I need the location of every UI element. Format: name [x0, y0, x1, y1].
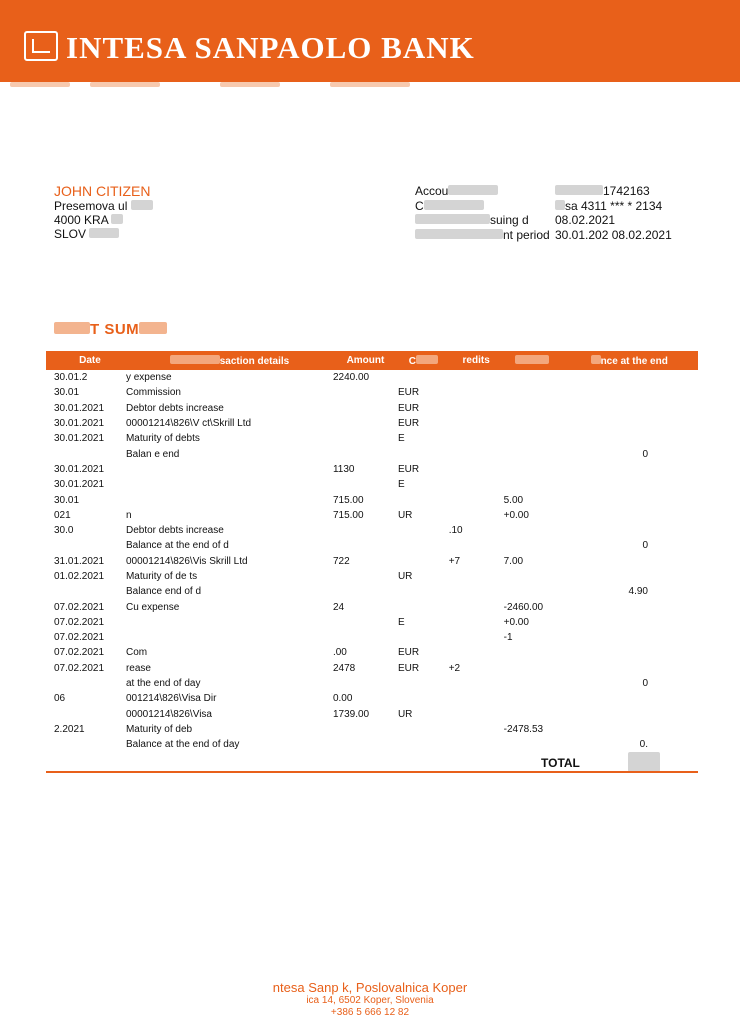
cell-balance — [560, 385, 698, 400]
cell-credits: +2 — [448, 662, 461, 674]
cell-details: Com — [125, 647, 148, 659]
table-row — [46, 661, 698, 676]
cell-details: Maturity of debts — [125, 433, 200, 445]
table-row — [46, 630, 698, 645]
cell-debits — [504, 661, 561, 676]
cell-amount — [333, 722, 398, 737]
cell-date: 01.02.2021 — [54, 571, 105, 582]
cell-date: 07.02.2021 — [54, 601, 105, 613]
cell-debits — [504, 737, 561, 752]
cell-balance — [560, 707, 698, 722]
cell-balance — [560, 661, 698, 676]
cell-date: 30.0 — [54, 525, 74, 537]
cell-amount: 715.00 — [332, 494, 364, 506]
cell-amount — [333, 401, 398, 416]
col-balance: nce at the end — [560, 351, 698, 370]
cell-currency — [398, 599, 449, 614]
cell-currency: EUR — [397, 647, 420, 659]
cell-balance — [560, 523, 698, 538]
cell-credits — [449, 431, 504, 446]
account-summary-title: T SUM — [54, 321, 167, 338]
footer-address: ica 14, 6502 Koper, Slovenia — [306, 995, 434, 1006]
cell-credits — [449, 538, 504, 553]
cell-amount: 722 — [332, 555, 350, 567]
cell-debits — [504, 477, 561, 492]
cell-amount — [333, 630, 398, 645]
table-row — [46, 416, 698, 431]
cell-currency — [398, 492, 449, 507]
cell-date — [46, 707, 126, 722]
cell-debits: -1 — [503, 632, 513, 644]
cell-date: 07.02.2021 — [54, 662, 105, 674]
cell-amount — [333, 385, 398, 400]
cell-currency — [398, 446, 449, 461]
cell-date: 30.01.2021 — [54, 402, 105, 414]
cell-credits — [449, 401, 504, 416]
table-row — [46, 538, 698, 553]
period-label: nt period — [503, 227, 550, 242]
cell-credits — [449, 707, 504, 722]
cell-details: at the end of day — [125, 678, 201, 690]
cell-balance — [560, 615, 698, 630]
cell-debits — [504, 538, 561, 553]
cell-balance: 0 — [642, 540, 648, 552]
cell-amount: 2240.00 — [332, 372, 370, 384]
cell-currency: E — [397, 433, 405, 445]
cell-amount — [333, 446, 398, 461]
cell-debits: 5.00 — [503, 494, 524, 506]
cell-credits — [449, 462, 504, 477]
cell-date: 30.01.2021 — [54, 463, 105, 475]
cell-credits — [449, 492, 504, 507]
cell-debits — [504, 401, 561, 416]
cell-amount: 1130 — [332, 463, 355, 475]
cell-balance — [560, 492, 698, 507]
customer-address-line3: SLOV — [54, 227, 153, 241]
cell-balance — [560, 508, 698, 523]
cell-details: Commission — [125, 387, 181, 399]
cell-currency: EUR — [397, 402, 420, 414]
cell-balance: 0 — [642, 448, 648, 460]
bank-logo-icon — [24, 31, 58, 61]
bank-name: INTESA SANPAOLO BANK — [66, 30, 475, 65]
cell-details — [126, 462, 333, 477]
cell-amount: 24 — [332, 601, 345, 613]
cell-credits — [449, 599, 504, 614]
cell-details: 00001214\826\Visa — [125, 708, 212, 720]
col-debits — [504, 351, 561, 370]
cell-details: 001214\826\Visa Dir — [125, 693, 217, 705]
cell-amount — [333, 538, 398, 553]
cell-balance — [560, 401, 698, 416]
cell-credits — [449, 569, 504, 584]
cell-date: 30.01.2021 — [54, 479, 105, 491]
cell-date — [46, 676, 126, 691]
cell-amount: 0.00 — [332, 693, 353, 705]
cell-amount — [333, 584, 398, 599]
customer-address-line2: 4000 KRA — [54, 213, 153, 227]
cell-currency — [398, 676, 449, 691]
table-row — [46, 645, 698, 660]
cell-currency — [398, 538, 449, 553]
cell-details: Balance at the end of d — [125, 540, 229, 552]
cell-amount — [333, 569, 398, 584]
cell-debits — [504, 676, 561, 691]
cell-balance — [560, 477, 698, 492]
cell-balance — [560, 416, 698, 431]
cell-balance: 4.90 — [628, 586, 648, 598]
table-row — [46, 446, 698, 461]
table-row — [46, 523, 698, 538]
cell-currency — [398, 691, 449, 706]
cell-amount — [333, 523, 398, 538]
cell-debits — [504, 691, 561, 706]
cell-currency — [398, 630, 449, 645]
cell-balance — [560, 569, 698, 584]
account-value: 1742163 — [603, 184, 650, 198]
cell-details: Balance at the end of day — [125, 739, 240, 751]
cell-amount: 1739.00 — [332, 708, 370, 720]
table-row — [46, 722, 698, 737]
cell-currency: UR — [397, 509, 413, 521]
cell-debits — [504, 645, 561, 660]
cell-currency: EUR — [397, 418, 420, 430]
cell-currency — [398, 737, 449, 752]
cell-balance — [560, 722, 698, 737]
cell-debits — [504, 431, 561, 446]
cell-amount: .00 — [332, 647, 347, 659]
cell-date: 07.02.2021 — [54, 616, 105, 628]
cell-debits: 7.00 — [503, 555, 524, 567]
cell-amount — [333, 416, 398, 431]
cell-credits: .10 — [448, 525, 463, 537]
cell-amount — [333, 676, 398, 691]
cell-details — [126, 492, 333, 507]
footer-phone: +386 5 666 12 82 — [330, 1007, 410, 1018]
cell-credits — [449, 385, 504, 400]
cell-date: 30.01.2021 — [54, 433, 105, 445]
cell-date: 06 — [54, 693, 66, 705]
card-value: sa 4311 *** * 2134 — [565, 198, 663, 213]
cell-debits — [504, 416, 561, 431]
table-row — [46, 569, 698, 584]
cell-debits — [504, 523, 561, 538]
cell-credits — [449, 691, 504, 706]
cell-amount — [333, 737, 398, 752]
cell-currency: EUR — [397, 662, 420, 674]
cell-balance — [560, 630, 698, 645]
cell-balance — [560, 431, 698, 446]
cell-currency: E — [397, 616, 405, 628]
cell-amount — [333, 615, 398, 630]
issuing-value: 08.02.2021 — [555, 213, 616, 227]
cell-balance — [560, 691, 698, 706]
cell-debits: -2460.00 — [503, 601, 544, 613]
cell-credits — [449, 584, 504, 599]
account-info — [415, 184, 672, 242]
cell-details: y expense — [125, 372, 172, 384]
cell-currency: EUR — [397, 387, 420, 399]
customer-address-line1: Presemova ul — [54, 199, 153, 213]
cell-date — [46, 538, 126, 553]
cell-credits — [449, 477, 504, 492]
cell-amount: 2478 — [332, 662, 356, 674]
cell-details: Balan e end — [125, 448, 180, 460]
cell-balance — [560, 599, 698, 614]
table-row — [46, 492, 698, 507]
customer-name: JOHN CITIZEN — [54, 183, 151, 199]
table-row — [46, 385, 698, 400]
cell-debits: +0.00 — [503, 616, 529, 628]
col-currency: C — [398, 351, 449, 370]
cell-date: 021 — [54, 509, 71, 521]
cell-details — [126, 630, 333, 645]
cell-balance — [560, 462, 698, 477]
cell-currency: EUR — [397, 463, 420, 475]
table-row — [46, 508, 698, 523]
cell-credits — [449, 370, 504, 385]
cell-balance — [560, 554, 698, 569]
cell-currency: UR — [397, 571, 413, 582]
cell-balance: 0 — [642, 678, 648, 690]
table-row — [46, 477, 698, 492]
cell-credits — [449, 446, 504, 461]
bank-header — [0, 0, 740, 82]
col-details: saction details — [126, 351, 333, 370]
total-label: TOTAL — [541, 756, 580, 770]
total-value-redacted — [628, 752, 660, 772]
cell-details — [126, 477, 333, 492]
table-row — [46, 707, 698, 722]
cell-date: 30.01.2 — [54, 372, 88, 384]
cell-debits — [504, 446, 561, 461]
period-value: 30.01.202 08.02.2021 — [555, 227, 672, 242]
cell-details: 00001214\826\Vis Skrill Ltd — [125, 555, 248, 567]
cell-date: 07.02.2021 — [54, 647, 105, 659]
table-row — [46, 431, 698, 446]
cell-credits — [449, 645, 504, 660]
cell-date — [46, 737, 126, 752]
cell-currency — [398, 554, 449, 569]
table-row — [46, 599, 698, 614]
issuing-label: suing d — [490, 213, 529, 227]
cell-details: rease — [125, 662, 151, 674]
cell-details: Cu expense — [125, 601, 180, 613]
cell-debits: -2478.53 — [503, 723, 544, 735]
cell-amount — [333, 431, 398, 446]
table-row — [46, 401, 698, 416]
cell-details: Balance end of d — [125, 586, 202, 598]
cell-credits — [449, 737, 504, 752]
cell-date — [46, 584, 126, 599]
cell-debits — [504, 385, 561, 400]
card-label: C — [415, 198, 424, 213]
cell-credits — [449, 630, 504, 645]
cell-details: Maturity of deb — [125, 723, 193, 735]
cell-debits — [504, 584, 561, 599]
cell-amount: 715.00 — [332, 509, 364, 521]
cell-balance — [560, 645, 698, 660]
cell-debits — [504, 569, 561, 584]
cell-details — [126, 615, 333, 630]
cell-date: 30.01.2021 — [54, 418, 105, 430]
cell-amount — [333, 477, 398, 492]
cell-credits — [449, 416, 504, 431]
table-row — [46, 737, 698, 752]
cell-balance — [560, 370, 698, 385]
cell-currency — [398, 722, 449, 737]
customer-address — [54, 183, 153, 241]
table-bottom-rule — [46, 771, 698, 773]
cell-credits — [449, 676, 504, 691]
footer-branch: ntesa Sanp k, Poslovalnica Koper — [272, 980, 468, 995]
cell-details: n — [125, 509, 132, 521]
cell-date: 30.01 — [54, 387, 80, 399]
cell-credits — [449, 508, 504, 523]
cell-currency — [398, 584, 449, 599]
header-stripe — [0, 82, 740, 90]
cell-date: 07.02.2021 — [54, 632, 105, 644]
cell-currency — [398, 523, 449, 538]
cell-debits — [504, 707, 561, 722]
col-date: Date — [46, 351, 126, 370]
cell-debits — [504, 370, 561, 385]
cell-date: 30.01 — [54, 494, 80, 506]
table-row — [46, 676, 698, 691]
table-row — [46, 370, 698, 385]
table-row — [46, 462, 698, 477]
table-row — [46, 584, 698, 599]
cell-details: Debtor debts increase — [125, 402, 224, 414]
cell-date — [46, 446, 126, 461]
cell-date: 2.2021 — [54, 723, 85, 735]
cell-details: Maturity of de ts — [125, 571, 198, 582]
cell-debits — [504, 462, 561, 477]
footer — [0, 980, 740, 1019]
col-amount: Amount — [333, 351, 398, 370]
cell-details: Debtor debts increase — [125, 525, 224, 537]
cell-currency: UR — [397, 708, 413, 720]
cell-currency: E — [397, 479, 405, 491]
table-row — [46, 691, 698, 706]
table-row — [46, 554, 698, 569]
account-label: Accou — [415, 184, 449, 198]
table-header-row — [46, 351, 698, 370]
cell-credits — [449, 615, 504, 630]
cell-date: 31.01.2021 — [54, 555, 105, 567]
cell-credits — [449, 722, 504, 737]
col-credits: redits — [449, 351, 504, 370]
table-row — [46, 615, 698, 630]
cell-credits: +7 — [448, 555, 461, 567]
cell-balance: 0. — [639, 739, 648, 751]
transactions-table — [46, 351, 698, 752]
cell-debits: +0.00 — [503, 509, 529, 521]
cell-details: 00001214\826\V ct\Skrill Ltd — [125, 418, 252, 430]
cell-currency — [398, 370, 449, 385]
